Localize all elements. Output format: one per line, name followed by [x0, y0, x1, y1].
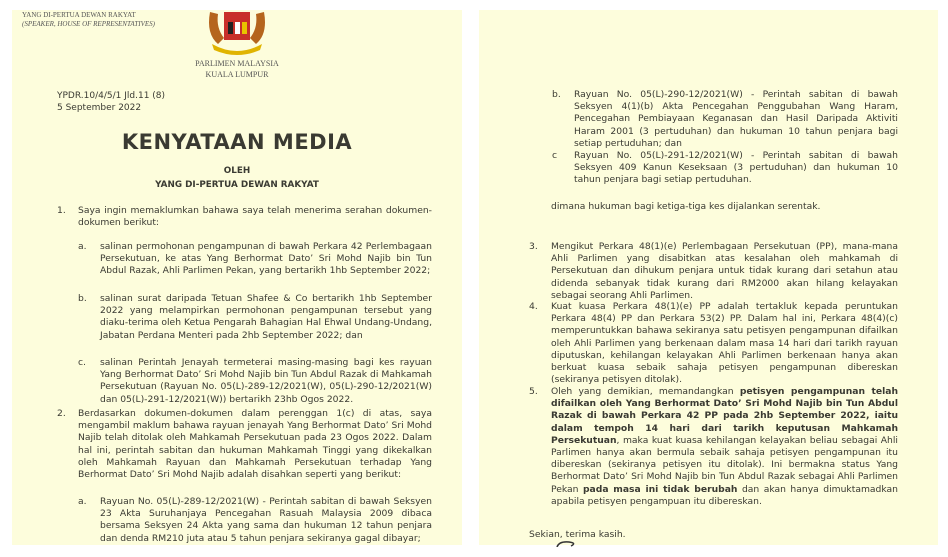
document-page-2 [479, 10, 938, 545]
malaysia-crest-icon [204, 4, 270, 56]
para-1a-text: salinan permohonan pengampunan di bawah Perkara 42 Perlembagaan Persekutuan, ke atas Yang Berhormat Dato’ Sri Mohd Najib bin Tun Abdul Razak, Ahli Parlimen Pekan, yang bertarikh 1hb September 2022; [100, 241, 432, 277]
reference-number: YPDR.10/4/5/1 Jld.11 (8) [57, 91, 166, 101]
letterhead-institution: PARLIMEN MALAYSIA [195, 59, 279, 68]
item-label: c [552, 150, 558, 161]
para-1b-text: salinan surat daripada Tetuan Shafee & Co bertarikh 1hb September 2022 yang melampirkan permohonan pengampunan tersebut yang diaku-terima oleh Ketua Pengarah Bahagian Hal Ehwal Undang-Undang, Jabatan Perdana Menteri pada 2hb September 2022; dan [100, 293, 432, 341]
para-2c-text: Rayuan No. 05(L)-291-12/2021(W) - Perintah sabitan di bawah Seksyen 409 Kanun Keseksaan (3 pertuduhan) dan hukuman 10 tahun penjara bagi setiap pertuduhan. [574, 150, 898, 186]
para-5-seg: , maka kuat kuasa kehilangan kelayakan beliau sebagai Ahli Parlimen hanya akan bermula sebaik sahaja petisyen pengampunan itu dibereskan (sekiranya petisyen itu ditolak). Ini bermakna status Yang Berhormat Dato’ Sri Mohd Najib bin Tun Abdul Razak sebagai Ahli Parlimen Pekan [551, 434, 898, 495]
para-2a-text: Rayuan No. 05(L)-289-12/2021(W) - Perintah sabitan di bawah Seksyen 23 Akta Suruhanjaya Pencegahan Rasuah Malaysia 2009 dibaca bersama Seksyen 24 Akta yang sama dan hukuman 12 tahun penjara dan denda RM210 juta atau 5 tahun penjara sekiranya gagal dibayar; [100, 496, 432, 544]
document-date: 5 September 2022 [57, 102, 142, 113]
para-number: 2. [57, 408, 66, 419]
para-5-bold: petisyen pengampunan telah difailkan oleh Yang Berhormat Dato’ Sri Mohd Najib bin Tun Abdul Razak di bawah Perkara 42 PP pada 2hb September 2022, iaitu dalam tempoh 14 hari dari tarikh keputusan Mahkamah Persekutuan [551, 386, 898, 446]
para-3-text: Mengikut Perkara 48(1)(e) Perlembagaan Persekutuan (PP), mana-mana Ahli Parlimen yang disabitkan atas kesalahan oleh mahkamah di Persekutuan dan dihukum penjara untuk tidak kurang dari setahun atau didenda sebanyak tidak kurang dari RM2000 akan hilang kelayakan sebagai seorang Ahli Parlimen. [551, 241, 898, 301]
para-2b-text: Rayuan No. 05(L)-290-12/2021(W) - Perintah sabitan di bawah Seksyen 4(1)(b) Akta Pencegahan Penggubahan Wang Haram, Pencegahan Pembiayaan Keganasan dan Hasil Daripada Aktiviti Haram 2001 (3 pertuduhan) dan hukuman 10 tahun penjara bagi setiap pertuduhan; dan [574, 89, 898, 149]
para-4-text: Kuat kuasa Perkara 48(1)(e) PP adalah tertakluk kepada peruntukan Perkara 48(4) PP dan Perkara 53(2) PP. Dalam hal ini, Perkara 48(4)(c) memperuntukkan bahawa sekiranya satu petisyen pengampunan difailkan oleh Ahli Parlimen yang berkenaan dalam masa 14 hari dari tarikh rayuan diputuskan, kehilangan kelayakan Ahli Parlimen berkenaan hanya akan berkuat kuasa sebaik sahaja petisyen pengampunan dibereskan (sekiranya petisyen ditolak). [551, 301, 898, 386]
letterhead-office: YANG DI-PERTUA DEWAN RAKYAT [22, 11, 136, 19]
document-title: KENYATAAN MEDIA [121, 130, 353, 154]
para-1-text: Saya ingin memaklumkan bahawa saya telah menerima serahan dokumen-dokumen berikut: [78, 205, 432, 229]
para-number: 4. [529, 301, 538, 312]
para-5-text [551, 386, 898, 508]
para-5-seg: Oleh yang demikian, memandangkan [551, 386, 740, 397]
para-2-text: Berdasarkan dokumen-dokumen dalam perenggan 1(c) di atas, saya mengambil maklum bahawa rayuan jenayah Yang Berhormat Dato’ Sri Mohd Najib telah ditolak oleh Mahkamah Persekutuan pada 23 Ogos 2022. Dalam hal ini, perintah sabitan dan hukuman Mahkamah Tinggi yang dikekalkan oleh Mahkamah Rayuan dan Mahkamah Persekutuan terhadap Yang Berhormat Dato’ Sri Mohd Najib adalah disahkan seperti yang berikut: [78, 408, 432, 481]
para-1c-text: salinan Perintah Jenayah termeterai masing-masing bagi kes rayuan Yang Berhormat Dato’ Sri Mohd Najib bin Tun Abdul Razak di Mahkamah Persekutuan (Rayuan No. 05(L)-289-12/2021(W), 05(L)-290-12/2021(W) dan 05(L)-291-12/2021(W)) bertarikh 23hb Ogos 2022. [100, 357, 432, 405]
subtitle-by: OLEH [223, 166, 251, 176]
item-label: a. [78, 241, 87, 252]
item-label: a. [78, 496, 87, 507]
para-2-closing: dimana hukuman bagi ketiga-tiga kes dijalankan serentak. [551, 201, 821, 212]
para-number: 1. [57, 205, 66, 216]
subtitle-speaker: YANG DI-PERTUA DEWAN RAKYAT [155, 180, 319, 190]
signoff: Sekian, terima kasih. [529, 529, 626, 540]
para-5-seg: dan akan hanya dimuktamadkan apabila petisyen pengampuan itu dibereskan. [551, 483, 898, 507]
para-number: 3. [529, 241, 538, 252]
item-label: b. [78, 293, 87, 304]
letterhead-office-en: (SPEAKER, HOUSE OF REPRESENTATIVES) [22, 20, 155, 28]
item-label: b. [552, 89, 561, 100]
para-5-bold: pada masa ini tidak berubah [582, 483, 738, 495]
signature-icon [555, 541, 579, 547]
item-label: c. [78, 357, 86, 368]
document-page-1 [12, 10, 462, 545]
letterhead-city: KUALA LUMPUR [205, 70, 269, 79]
para-number: 5. [529, 386, 538, 397]
